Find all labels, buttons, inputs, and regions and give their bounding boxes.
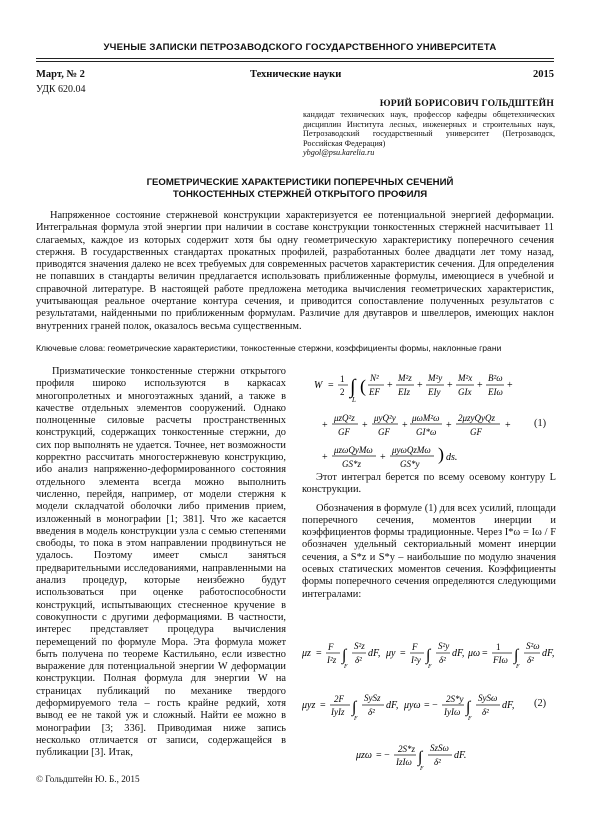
svg-text:μzωQyMω: μzωQyMω (334, 445, 373, 455)
svg-text:F: F (468, 716, 472, 722)
svg-text:W: W (314, 380, 323, 391)
svg-text:L: L (352, 396, 356, 404)
svg-text:+: + (322, 452, 328, 463)
svg-text:F: F (412, 642, 418, 652)
svg-text:dF,: dF, (502, 700, 515, 711)
svg-text:2S*z: 2S*z (398, 744, 416, 754)
svg-text:GIx: GIx (458, 387, 472, 397)
svg-text:dF.: dF. (454, 750, 467, 761)
svg-text:μzQ²z: μzQ²z (334, 413, 355, 423)
svg-text:GS*y: GS*y (400, 459, 420, 469)
svg-text:M²x: M²x (458, 373, 473, 383)
svg-text:F: F (328, 642, 334, 652)
svg-text:SySω: SySω (478, 693, 498, 703)
svg-text:=: = (316, 648, 322, 659)
svg-text:F: F (420, 766, 424, 772)
svg-text:δ²: δ² (368, 707, 375, 717)
udk-code: УДК 620.04 (36, 84, 86, 95)
svg-text:=: = (320, 700, 326, 711)
svg-text:=: = (328, 380, 334, 391)
svg-text:= −: = − (424, 700, 438, 711)
keywords: Ключевые слова: геометрические характеристики, тонкостенные стержни, коэффициенты формы, наклонные грани (36, 343, 502, 353)
year-label: 2015 (533, 69, 554, 80)
svg-text:ds.: ds. (446, 452, 458, 463)
svg-text:GF: GF (378, 427, 390, 437)
svg-text:μyωQzMω: μyωQzMω (392, 445, 431, 455)
svg-text:1: 1 (340, 374, 345, 384)
svg-text:μzω: μzω (356, 750, 372, 761)
equation-1 (300, 366, 556, 470)
svg-text:EIy: EIy (428, 387, 441, 397)
svg-text:F: F (428, 664, 432, 670)
svg-text:IyIω: IyIω (444, 707, 461, 717)
svg-text:μyω: μyω (404, 700, 421, 711)
svg-text:+: + (387, 380, 393, 391)
svg-text:=: = (482, 648, 488, 659)
svg-text:N²: N² (370, 373, 379, 383)
svg-text:I²y: I²y (411, 655, 421, 665)
author-email: ybgol@psu.karelia.ru (303, 148, 375, 158)
svg-text:EIz: EIz (398, 387, 410, 397)
body-paragraph: Обозначения в формуле (1) для всех усилий, площади поперечного сечения, моментов инерции и коэффициентов формы традиционные. Через I*ω = Iω / F обозначен удельный секториальный момент инерции сечения, а S*z и S*y – наибольшие по модулю значения осевых статических моментов сечения. Коэффициенты формы поперечного сечения определяются следующими интегралами: (302, 502, 556, 600)
svg-text:SzSω: SzSω (430, 743, 449, 753)
svg-text:GI*ω: GI*ω (416, 427, 437, 437)
copyright: © Гольдштейн Ю. Б., 2015 (36, 774, 140, 784)
svg-text:2: 2 (340, 387, 345, 397)
svg-text:dF,: dF, (368, 648, 381, 659)
svg-text:FIω: FIω (493, 655, 508, 665)
svg-text:δ²: δ² (482, 707, 489, 717)
svg-text:δ²: δ² (527, 655, 534, 665)
body-right-column (302, 472, 556, 601)
svg-text:∫: ∫ (426, 647, 431, 664)
svg-text:dF,: dF, (386, 700, 399, 711)
svg-text:SySz: SySz (364, 693, 381, 703)
svg-text:B²ω: B²ω (488, 373, 503, 383)
svg-text:M²z: M²z (398, 373, 412, 383)
svg-text:+: + (417, 380, 423, 391)
body-left-column (36, 366, 286, 760)
svg-text:μyQ²y: μyQ²y (374, 413, 396, 423)
svg-text:1: 1 (496, 642, 501, 652)
svg-text:GF: GF (470, 427, 482, 437)
svg-text:μωM²ω: μωM²ω (412, 413, 440, 423)
svg-text:F: F (516, 664, 520, 670)
svg-text:+: + (447, 380, 453, 391)
svg-text:μz: μz (302, 648, 311, 659)
svg-text:+: + (322, 420, 328, 431)
equation-2-number: (2) (534, 698, 547, 709)
journal-title: УЧЕНЫЕ ЗАПИСКИ ПЕТРОЗАВОДСКОГО ГОСУДАРСТВЕННОГО УНИВЕРСИТЕТА (103, 42, 497, 53)
svg-text:F: F (344, 664, 348, 670)
svg-text:2μzyQyQz: 2μzyQyQz (458, 413, 496, 423)
svg-text:+: + (505, 420, 511, 431)
svg-text:GF: GF (338, 427, 350, 437)
svg-text:F: F (354, 716, 358, 722)
svg-text:= −: = − (376, 750, 390, 761)
svg-text:S²ω: S²ω (526, 641, 540, 651)
svg-text:2F: 2F (334, 694, 344, 704)
svg-text:+: + (380, 452, 386, 463)
title-line-1: ГЕОМЕТРИЧЕСКИЕ ХАРАКТЕРИСТИКИ ПОПЕРЕЧНЫХ СЕЧЕНИЙ (146, 177, 454, 188)
svg-text:2S*y: 2S*y (446, 694, 464, 704)
svg-text:I²z: I²z (327, 655, 337, 665)
equation-2 (300, 634, 556, 774)
paper-title (80, 177, 520, 201)
svg-text:+: + (477, 380, 483, 391)
svg-text:μy: μy (386, 648, 396, 659)
equation-2-graphic (300, 634, 556, 774)
svg-text:+: + (362, 420, 368, 431)
svg-text:EIω: EIω (488, 387, 503, 397)
svg-text:(: ( (360, 376, 366, 396)
svg-text:IyIz: IyIz (331, 707, 345, 717)
svg-text:∫: ∫ (466, 699, 471, 716)
svg-text:δ²: δ² (439, 655, 446, 665)
svg-text:∫: ∫ (418, 749, 423, 766)
title-line-2: ТОНКОСТЕННЫХ СТЕРЖНЕЙ ОТКРЫТОГО ПРОФИЛЯ (172, 189, 428, 200)
svg-text:S²y: S²y (438, 641, 450, 651)
svg-text:=: = (400, 648, 406, 659)
svg-text:μyz: μyz (302, 700, 316, 711)
svg-text:+: + (507, 380, 513, 391)
header-rule-bottom (36, 61, 554, 62)
svg-text:+: + (446, 420, 452, 431)
author-name: ЮРИЙ БОРИСОВИЧ ГОЛЬДШТЕЙН (379, 98, 554, 109)
body-paragraph: Этот интеграл берется по всему осевому контуру L конструкции. (302, 472, 556, 496)
svg-text:GS*z: GS*z (342, 459, 362, 469)
svg-text:S²z: S²z (354, 641, 365, 651)
svg-text:M²y: M²y (428, 373, 443, 383)
svg-text:): ) (438, 444, 444, 464)
svg-text:dF,: dF, (542, 648, 555, 659)
affiliation-text: кандидат технических наук, профессор кафедры общетехнических дисциплин Института лесных, инженерных и строительных наук, Петрозаводский государственный университет (Петрозаводск, Российская Федерация) (303, 110, 555, 148)
svg-text:∫: ∫ (350, 376, 356, 398)
author-affiliation (303, 110, 555, 158)
svg-text:∫: ∫ (342, 647, 347, 664)
svg-text:∫: ∫ (514, 647, 519, 664)
equation-1-number: (1) (534, 418, 547, 429)
svg-text:δ²: δ² (434, 757, 441, 767)
svg-text:δ²: δ² (355, 655, 362, 665)
svg-text:IzIω: IzIω (396, 757, 412, 767)
section-label: Технические науки (250, 69, 342, 80)
svg-text:+: + (402, 420, 408, 431)
header-rule-top (36, 58, 554, 59)
svg-text:dF,: dF, (452, 648, 465, 659)
equation-1-graphic (300, 366, 556, 470)
svg-text:μω: μω (468, 648, 481, 659)
svg-text:EF: EF (369, 387, 380, 397)
abstract: Напряженное состояние стержневой конструкции характеризуется ее потенциальной энергией деформации. Интегральная формула этой энергии при наличии в составе конструкции тонкостенных стержней насчитывает 11 слагаемых, каждое из которых содержит хотя бы одну геометрическую характеристику поперечного сечения стержня. В государственных стандартах прокатных профилей, разработанных более двадцати лет тому назад, приводятся значения далеко не всех требуемых для современных расчетов характеристик сечения. Для определения не попавших в стандарты величин предлагается использовать приближенные формулы, имеющиеся в учебной и справочной литературе. В настоящей работе предложена методика вычисления геометрических характеристик, учитывающая реальное очертание контура сечения, и приводится сопоставление полученных результатов с результатами, найденными по приближенным формулам. Различие для двутавров и швеллеров, имеющих наклон внутренних граней полок, оказалось весьма существенным. (36, 210, 554, 332)
body-paragraph: Призматические тонкостенные стержни открытого профиля широко используются в каркасах многопролетных и многоэтажных зданий, а также в качестве отдельных элементов сооружений. Однако полноценные силовые расчеты пространственных конструкций, содержащих тонкостенные стержни, до сих пор выполнять не удается. Точнее, нет возможности корректно рассчитать многостержневую конструкцию, ибо анализ напряженно-деформированного состояния отдельного элемента всегда можно выполнить численно, перейдя, например, от модели стержня к модели складчатой оболочки либо применив прием, изложенный в монографии [1; 381]. Что же касается введения в модель конструкции узла с семью степенями свободы, то пока в этом направлении продвинуться не удалось. Поэтому имеет смысл заняться предварительными исследованиями, направленными на анализ процедур, которые неизбежно будут использоваться при оценке работоспособности конструкций, испытывающих стесненное кручение в совокупности с другими деформациями. В частности, интерес представляет процедура вычисления перемещений по формуле Мора. Эта формула может быть получена по теореме Кастильяно, если известно выражение для потенциальной энергии W деформации конструкции. Полная формула для энергии W на страницах публикаций по механике твердого деформируемого тела – гость крайне редкий, хотя вывод ее не такой уж и сложный. Найти ее можно в монографии [3; 336]. Приводимая ниже запись несколько отличается от записи, содержащейся в публикации [3]. Итак, (36, 366, 286, 759)
svg-text:∫: ∫ (352, 699, 357, 716)
issue-label: Март, № 2 (36, 69, 85, 80)
